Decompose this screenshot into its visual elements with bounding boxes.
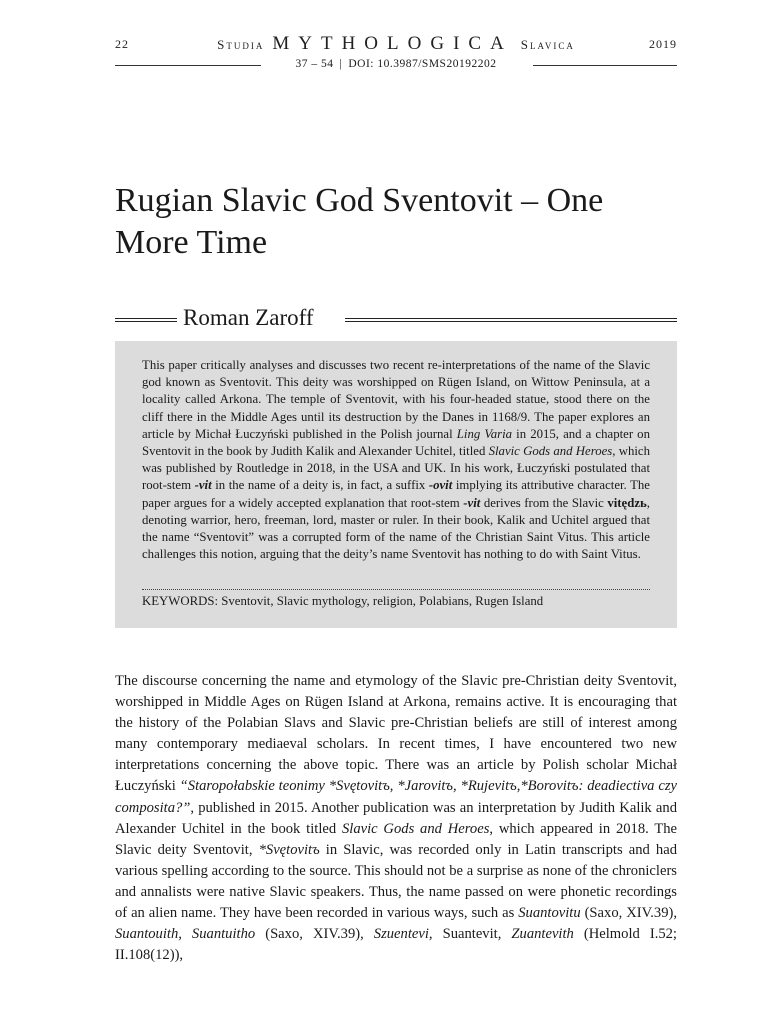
journal-name bbox=[115, 33, 677, 55]
journal-prefix: Studia bbox=[217, 37, 265, 52]
keywords-divider bbox=[142, 589, 650, 590]
author-rule-right bbox=[345, 318, 677, 322]
header-rule-left bbox=[115, 65, 261, 66]
year: 2019 bbox=[649, 37, 677, 51]
body-paragraph: The discourse concerning the name and etymology of the Slavic pre-Christian deity Sventovit, worshipped in Middle Ages on Rügen Island at Arkona, remains active. It is encouraging that the history of the Polabian Slavs and Slavic pre-Christian beliefs are still of interest among many contemporary mediaeval scholars. In recent times, I have encountered two new interpretations concerning the above topic. There was an article by Polish scholar Michał Łuczyński “Staropołabskie teonimy *Svętovitъ, *Jarovitъ, *Rujevitъ,*Borovitъ: deadiectiva czy composita?”, published in 2015. Another publication was an interpretation by Judith Kalik and Alexander Uchitel in the book titled Slavic Gods and Heroes, which appeared in 2018. The Slavic deity Sventovit, *Svętovitъ in Slavic, was recorded only in Latin transcripts and had various spelling according to the source. This should not be a surprise as none of the chroniclers and annalists were native Slavic speakers. Thus, the name passed on were phonetic recordings of an alien name. They have been recorded in various ways, such as Suantovitu (Saxo, XIV.39), Suantouith, Suantuitho (Saxo, XIV.39), Szuentevi, Suantevit, Zuantevith (Helmold I.52; II.108(12)), bbox=[115, 673, 678, 964]
author-row bbox=[115, 305, 677, 335]
article-title: Rugian Slavic God Sventovit – One More Time bbox=[115, 182, 604, 261]
author-name: Roman Zaroff bbox=[183, 305, 314, 330]
page-number: 22 bbox=[115, 37, 129, 51]
doi-info bbox=[265, 58, 527, 70]
journal-suffix: Slavica bbox=[520, 37, 575, 52]
abstract-text: This paper critically analyses and discusses two recent re-interpretations of the name of the Slavic god known as Sventovit. This deity was worshipped on Rügen Island, on Wittow Peninsula, at a locality called Arkona. The temple of Sventovit, with his four-headed statue, stood there on the cliff there in the Middle Ages until its destruction by the Danes in 1168/9. The paper explores an article by Michał Łuczyński published in the Polish journal Ling Varia in 2015, and a chapter on Sventovit in the book by Judith Kalik and Alexander Uchitel, titled Slavic Gods and Heroes, which was published by Routledge in 2018, in the USA and UK. In his work, Łuczyński postulated that root-stem -vit in the name of a deity is, in fact, a suffix -ovit implying its attributive character. The paper argues for a widely accepted explanation that root-stem -vit derives from the Slavic vitędzь, denoting warrior, hero, freeman, lord, master or ruler. In their book, Kalik and Uchitel argued that the name “Sventovit” was a corrupted form of the name of the Christian Saint Vitus. This article challenges this notion, arguing that the deity’s name Sventovit has nothing to do with Saint Vitus. bbox=[142, 358, 650, 562]
header-rule-right bbox=[533, 65, 677, 66]
doi[interactable]: DOI: 10.3987/SMS20192202 bbox=[348, 58, 497, 70]
keywords: KEYWORDS: Sventovit, Slavic mythology, religion, Polabians, Rugen Island bbox=[142, 594, 544, 608]
author-rule-left bbox=[115, 318, 177, 322]
page-range: 37 – 54 bbox=[295, 58, 334, 70]
separator: | bbox=[339, 58, 343, 70]
running-header bbox=[115, 33, 677, 54]
abstract-box bbox=[115, 341, 677, 628]
doi-line bbox=[115, 58, 677, 72]
journal-main: MYTHOLOGICA bbox=[272, 33, 513, 54]
